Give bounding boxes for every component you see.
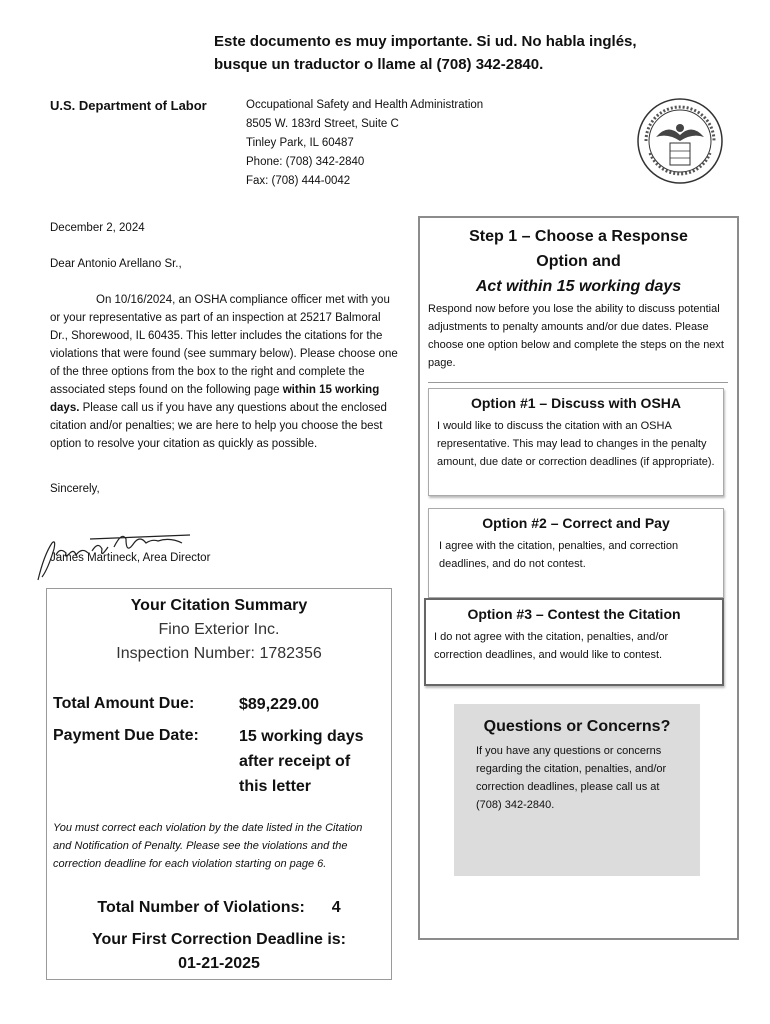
response-options-box xyxy=(418,216,739,940)
option-text: I would like to discuss the citation with an OSHA representative. This may lead to changes in the penalty amount, due date or correction deadlines (if appropriate). xyxy=(437,420,715,468)
option-title: Option #2 – Correct and Pay xyxy=(482,515,670,531)
questions-title: Questions or Concerns? xyxy=(483,718,671,735)
option-title: Option #3 – Contest the Citation xyxy=(467,606,681,622)
closing: Sincerely, xyxy=(50,483,100,495)
salutation: Dear Antonio Arellano Sr., xyxy=(50,258,182,270)
option-2-correct-pay[interactable] xyxy=(428,508,724,598)
step-title-line: Act within 15 working days xyxy=(475,278,682,295)
language-notice xyxy=(214,30,637,76)
address-line: 8505 W. 183rd Street, Suite C xyxy=(246,118,399,130)
notice-line-1: Este documento es muy importante. Si ud. No habla inglés, xyxy=(214,33,637,50)
address-line: Tinley Park, IL 60487 xyxy=(246,137,354,149)
option-3-contest[interactable] xyxy=(424,598,724,686)
payment-value xyxy=(239,724,364,799)
deadline-value: 01-21-2025 xyxy=(178,955,260,972)
body-deadline: within 15 working days. xyxy=(50,384,380,414)
letter-body xyxy=(50,291,400,453)
violations-count xyxy=(47,899,391,917)
payment-line: 15 working days xyxy=(239,728,364,745)
notice-line-2: busque un traductor o llame al (708) 342-2840. xyxy=(214,56,544,73)
company-name: Fino Exterior Inc. xyxy=(158,621,280,638)
step-title-line: Step 1 – Choose a Response xyxy=(469,228,688,245)
body-part-1: On 10/16/2024, an OSHA compliance officer met with you or your representative as part of an inspection at 25217 Balmoral Dr., Shorewood, IL 60435. This letter includes the citations for the violations that were found (see summary below). Please choose one of the three options from the box to the right and complete the associated steps found on the following page xyxy=(50,294,398,396)
deadline-label: Your First Correction Deadline is: xyxy=(92,931,346,948)
address-line: Phone: (708) 342-2840 xyxy=(246,156,365,168)
payment-label: Payment Due Date: xyxy=(53,727,199,744)
step-title-line: Option and xyxy=(536,253,621,270)
option-text: I do not agree with the citation, penalties, and/or correction deadlines, and would like to contest. xyxy=(434,631,669,661)
body-part-2: Please call us if you have any questions about the enclosed citation and/or penalties; we are here to help you choose the best option to resolve your citation as quickly as possible. xyxy=(50,402,387,450)
correction-note: You must correct each violation by the date listed in the Citation and Notification of Penalty. Please see the violations and the correction deadline for each violation starting on page 6. xyxy=(53,822,363,870)
department-name: U.S. Department of Labor xyxy=(50,98,207,113)
amount-value: $89,229.00 xyxy=(239,696,320,713)
amount-label: Total Amount Due: xyxy=(53,695,195,712)
letter-date: December 2, 2024 xyxy=(50,222,145,234)
inspection-number: Inspection Number: 1782356 xyxy=(116,645,322,662)
office-address xyxy=(246,96,483,191)
address-line: Occupational Safety and Health Administration xyxy=(246,99,484,111)
address-line: Fax: (708) 444-0042 xyxy=(246,175,351,187)
option-title: Option #1 – Discuss with OSHA xyxy=(470,395,682,411)
divider xyxy=(428,382,728,383)
step-title xyxy=(420,224,737,299)
violations-value: 4 xyxy=(331,899,341,916)
option-1-discuss[interactable] xyxy=(428,388,724,496)
questions-text: If you have any questions or concerns regarding the citation, penalties, and/or correction deadlines, please call us at (708) 342-2840. xyxy=(476,745,667,811)
signer-name: James Martineck, Area Director xyxy=(50,552,211,564)
violations-label: Total Number of Violations: xyxy=(97,899,305,916)
option-text: I agree with the citation, penalties, and correction deadlines, and do not contest. xyxy=(439,540,679,570)
summary-title: Your Citation Summary xyxy=(130,597,308,614)
payment-line: after receipt of xyxy=(239,753,351,770)
department-seal-icon xyxy=(636,97,724,185)
citation-summary-box xyxy=(46,588,392,980)
questions-box xyxy=(454,704,700,876)
step-intro: Respond now before you lose the ability to discuss potential adjustments to penalty amounts and/or due dates. Please choose one option below and complete the steps on the next page. xyxy=(428,303,724,369)
payment-line: this letter xyxy=(239,778,312,795)
